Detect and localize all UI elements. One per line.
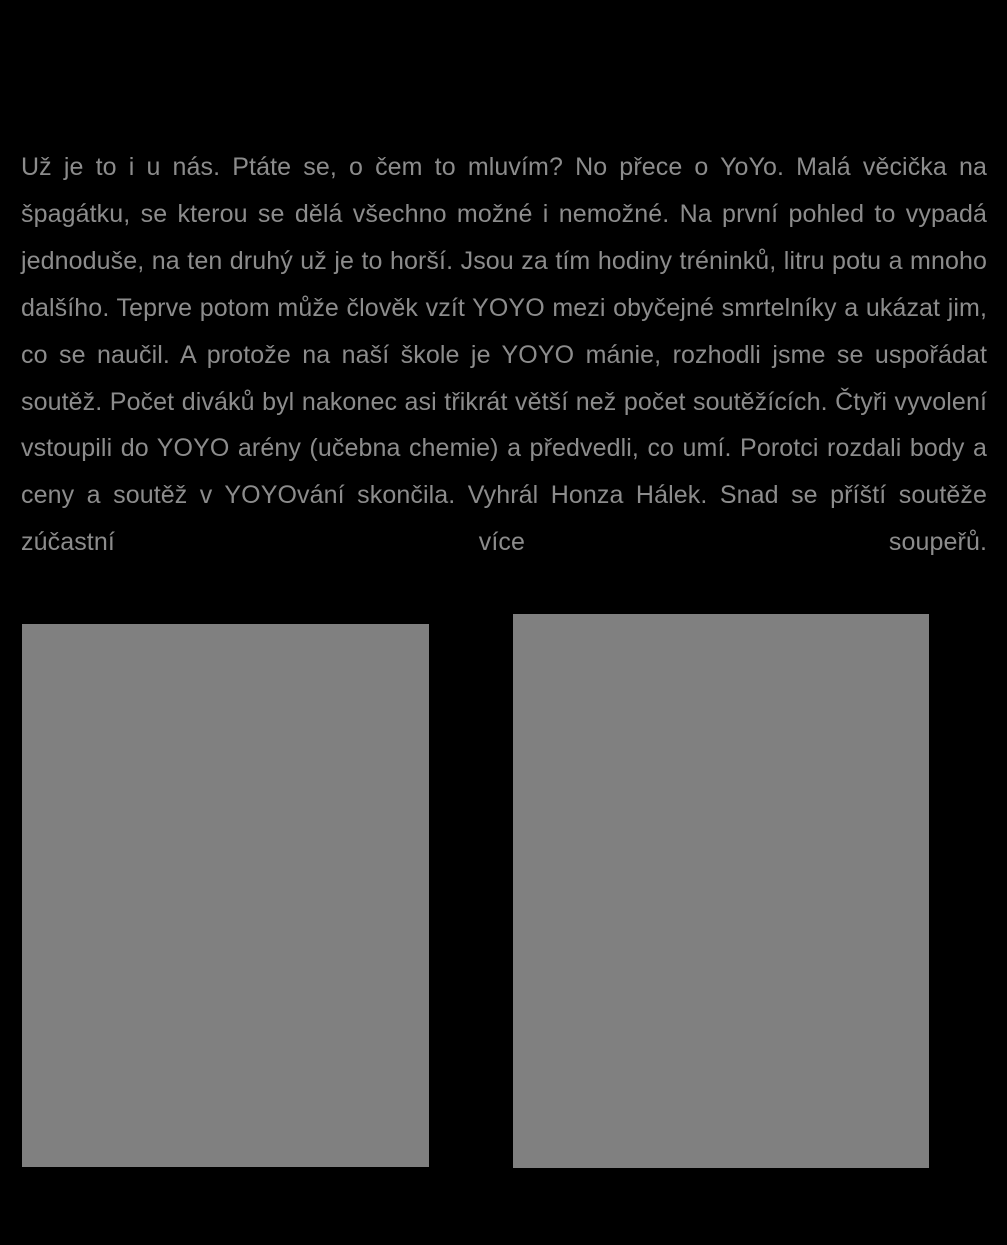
photo-placeholder-right xyxy=(513,614,929,1168)
article-body-text: Už je to i u nás. Ptáte se, o čem to mluvím? No přece o YoYo. Malá věcička na špagátku, se kterou se dělá všechno možné i nemožné. Na první pohled to vypadá jednoduše, na ten druhý už je to horší. Jsou za tím hodiny tréninků, litru potu a mnoho dalšího. Teprve potom může člověk vzít YOYO mezi obyčejné smrtelníky a ukázat jim, co se naučil. A protože na naší škole je YOYO mánie, rozhodli jsme se uspořádat soutěž. Počet diváků byl nakonec asi třikrát větší než počet soutěžících. Čtyři vyvolení vstoupili do YOYO arény (učebna chemie) a předvedli, co umí. Porotci rozdali body a ceny a soutěž v YOYOvání skončila. Vyhrál Honza Hálek. Snad se příští soutěže zúčastní více soupeřů. xyxy=(21,153,987,557)
photo-placeholder-left xyxy=(22,624,429,1167)
